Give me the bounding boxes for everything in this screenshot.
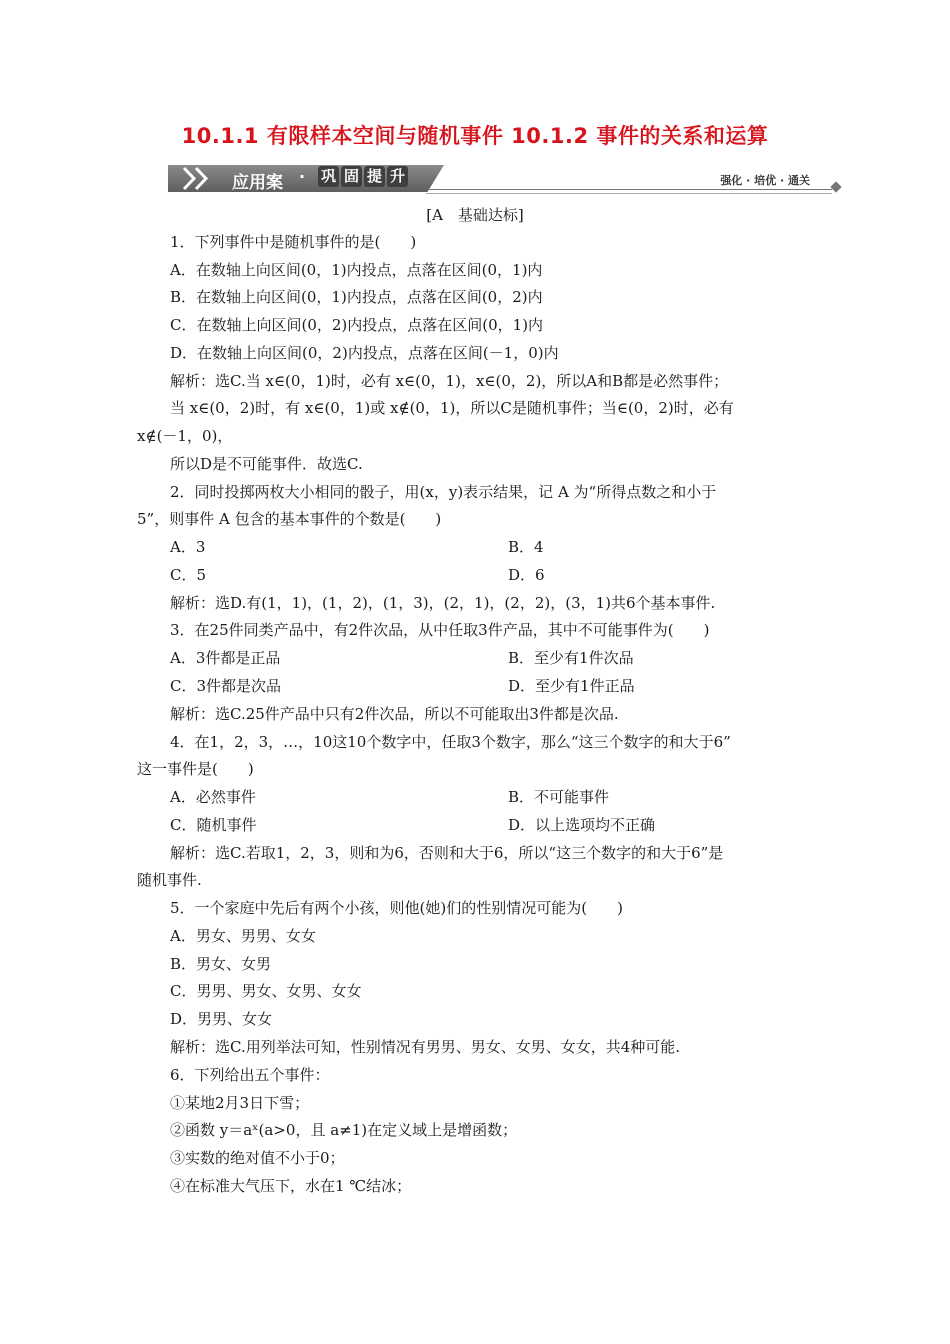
banner-rule-thin bbox=[426, 193, 832, 194]
q6-event-2: ②函数 y＝aˣ(a>0，且 a≠1)在定义域上是增函数； bbox=[170, 1121, 518, 1139]
question-2: 5”，则事件 A 包含的基本事件的个数是( ) bbox=[137, 510, 442, 528]
banner-char: 固 bbox=[341, 166, 362, 187]
q4-option-c: C．随机事件 bbox=[170, 816, 257, 834]
q2-option-b: B．4 bbox=[508, 538, 544, 556]
section-heading: [A 基础达标] bbox=[426, 206, 524, 224]
q6-event-3: ③实数的绝对值不小于0； bbox=[170, 1149, 345, 1167]
q1-solution: x∉(－1，0)， bbox=[137, 427, 233, 445]
q2-option-d: D．6 bbox=[508, 566, 545, 584]
q1-option-d: D．在数轴上向区间(0，2)内投点，点落在区间(－1，0)内 bbox=[170, 344, 559, 362]
banner-dot: · bbox=[299, 167, 306, 186]
q4-solution: 随机事件. bbox=[137, 871, 202, 889]
q4-option-b: B．不可能事件 bbox=[508, 788, 610, 806]
q3-option-a: A．3件都是正品 bbox=[170, 649, 281, 667]
q1-option-b: B．在数轴上向区间(0，1)内投点，点落在区间(0，2)内 bbox=[170, 288, 543, 306]
q5-option-a: A．男女、男男、女女 bbox=[170, 927, 316, 945]
banner-rule bbox=[426, 189, 832, 190]
q6-event-1: ①某地2月3日下雪； bbox=[170, 1094, 310, 1112]
q1-solution: 当 x∈(0，2)时，有 x∈(0，1)或 x∉(0，1)，所以C是随机事件；当∈(0，2)时，必有 bbox=[170, 399, 734, 417]
question-4: 这一事件是( ) bbox=[137, 760, 254, 778]
q3-option-b: B．至少有1件次品 bbox=[508, 649, 634, 667]
q1-solution: 解析：选C.当 x∈(0，1)时，必有 x∈(0，1)，x∈(0，2)，所以A和B都是必然事件； bbox=[170, 372, 729, 390]
q6-event-4: ④在标准大气压下，水在1 ℃结冰； bbox=[170, 1177, 412, 1195]
question-1: 1．下列事件中是随机事件的是( ) bbox=[170, 233, 417, 251]
question-6: 6．下列给出五个事件： bbox=[170, 1066, 330, 1084]
q4-solution: 解析：选C.若取1，2，3，则和为6，否则和大于6，所以“这三个数字的和大于6”是 bbox=[170, 844, 724, 862]
question-4: 4．在1，2，3，…，10这10个数字中，任取3个数字，那么“这三个数字的和大于6” bbox=[170, 733, 731, 751]
q1-solution: 所以D是不可能事件．故选C. bbox=[170, 455, 363, 473]
q2-option-c: C．5 bbox=[170, 566, 207, 584]
q3-solution: 解析：选C.25件产品中只有2件次品，所以不可能取出3件都是次品. bbox=[170, 705, 619, 723]
banner-char: 提 bbox=[364, 166, 385, 187]
banner-label-right bbox=[318, 166, 408, 187]
q5-option-c: C．男男、男女、女男、女女 bbox=[170, 982, 362, 1000]
section-banner bbox=[168, 163, 840, 197]
banner-char: 巩 bbox=[318, 166, 339, 187]
q2-solution: 解析：选D.有(1，1)，(1，2)，(1，3)，(2，1)，(2，2)，(3，1)共6个基本事件. bbox=[170, 594, 716, 612]
q4-option-d: D．以上选项均不正确 bbox=[508, 816, 656, 834]
q5-solution: 解析：选C.用列举法可知，性别情况有男男、男女、女男、女女，共4种可能. bbox=[170, 1038, 681, 1056]
diamond-icon bbox=[830, 181, 841, 192]
q1-option-a: A．在数轴上向区间(0，1)内投点，点落在区间(0，1)内 bbox=[170, 261, 543, 279]
q4-option-a: A．必然事件 bbox=[170, 788, 256, 806]
q3-option-d: D．至少有1件正品 bbox=[508, 677, 635, 695]
q2-option-a: A．3 bbox=[170, 538, 206, 556]
banner-char: 升 bbox=[387, 166, 408, 187]
q1-option-c: C．在数轴上向区间(0，2)内投点，点落在区间(0，1)内 bbox=[170, 316, 544, 334]
question-5: 5．一个家庭中先后有两个小孩，则他(她)们的性别情况可能为( ) bbox=[170, 899, 623, 917]
banner-label-left: 应用案 bbox=[232, 173, 283, 193]
q3-option-c: C．3件都是次品 bbox=[170, 677, 282, 695]
banner-tagline: 强化 · 培优 · 通关 bbox=[720, 174, 810, 187]
question-3: 3．在25件同类产品中，有2件次品，从中任取3件产品，其中不可能事件为( ) bbox=[170, 621, 710, 639]
q5-option-b: B．男女、女男 bbox=[170, 955, 272, 973]
double-chevron-icon bbox=[180, 165, 220, 192]
question-2: 2．同时投掷两枚大小相同的骰子，用(x，y)表示结果，记 A 为“所得点数之和小于 bbox=[170, 483, 717, 501]
page-title: 10.1.1 有限样本空间与随机事件 10.1.2 事件的关系和运算 bbox=[181, 124, 769, 148]
q5-option-d: D．男男、女女 bbox=[170, 1010, 273, 1028]
